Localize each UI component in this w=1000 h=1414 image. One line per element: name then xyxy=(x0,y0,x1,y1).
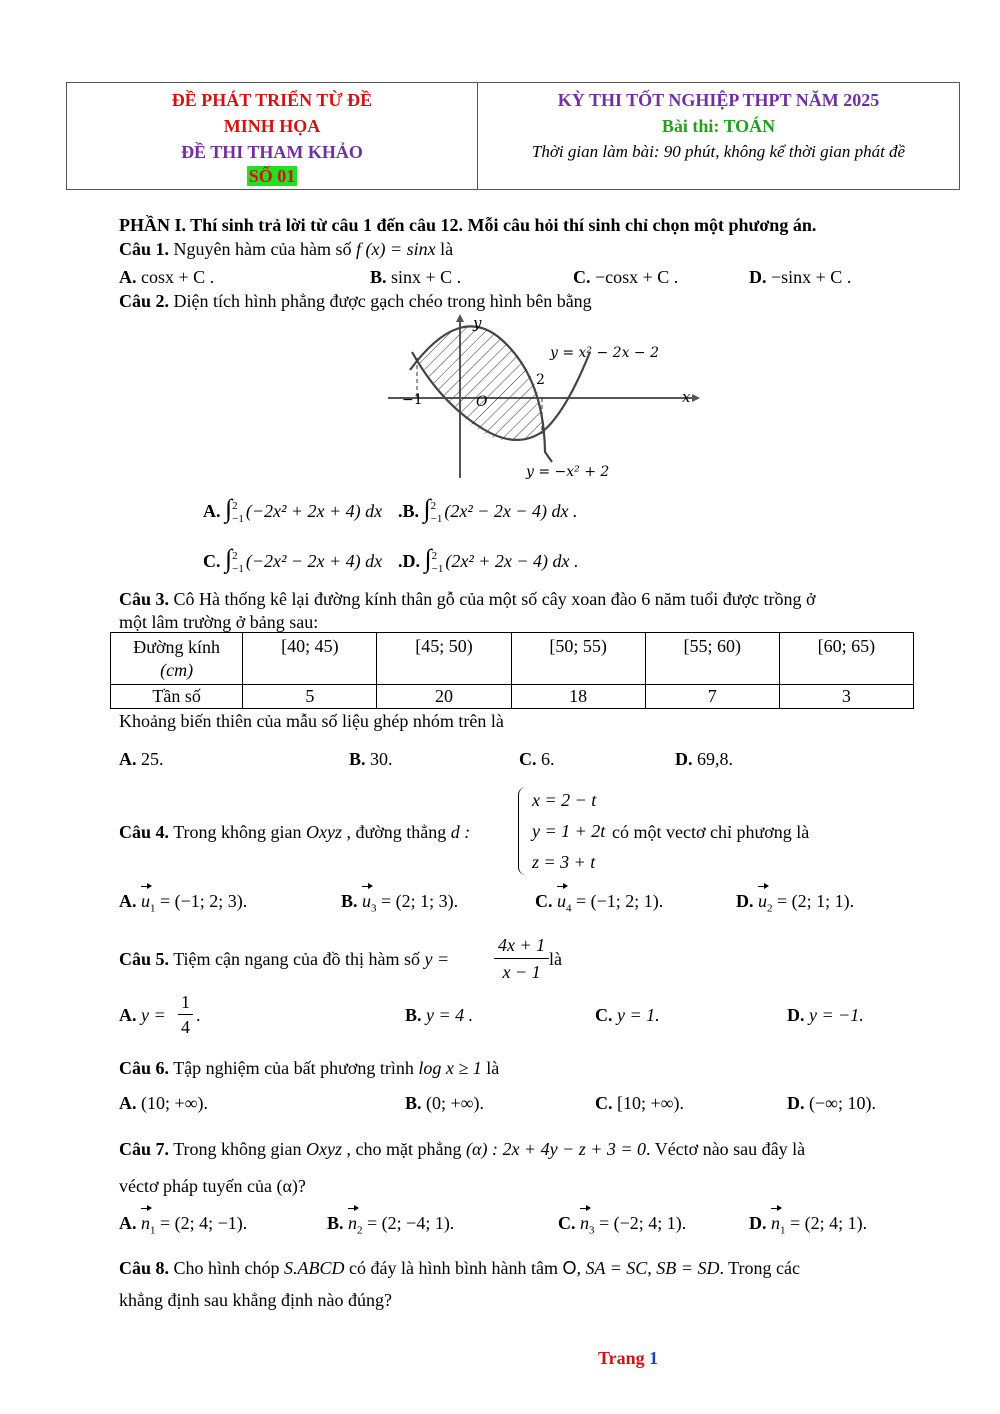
question-label: Câu 8. xyxy=(119,1258,170,1278)
q2-option-b[interactable]: .B. ∫2 −1 (2x² − 2x − 4) dx . xyxy=(398,494,578,525)
axis-y-label: y xyxy=(473,314,482,332)
q7-option-d[interactable]: D. $n_1 = (2$; 4; 1). xyxy=(749,1213,868,1237)
q1-option-d[interactable]: D. −sinx + C . xyxy=(749,267,852,287)
q4-option-b[interactable]: B. $u_3 = (2$; 1; 3). xyxy=(341,891,459,915)
q2-option-a[interactable]: A. ∫2 −1 (−2x² + 2x + 4) dx xyxy=(203,494,383,525)
q6-option-b[interactable]: B. (0; +∞). xyxy=(405,1093,484,1113)
question-text: Diện tích hình phẳng được gạch chéo trong hình bên bằng xyxy=(169,291,592,311)
math-expr: f (x) = sinx xyxy=(355,239,436,259)
curve-label-1: y = x² − 2x − 2 xyxy=(550,345,660,361)
table-cell: 18 xyxy=(511,685,645,709)
exam-number-badge: SỐ 01 xyxy=(248,166,296,186)
q1-option-a[interactable]: A. cosx + C . xyxy=(119,267,215,287)
q5-option-d[interactable]: D. y = −1. xyxy=(787,1005,864,1025)
question-3-prompt: Khoảng biến thiên của mẫu số liệu ghép nhóm trên là xyxy=(119,711,504,731)
question-5-tail: là xyxy=(549,949,562,969)
question-text: Nguyên hàm của hàm số xyxy=(169,239,356,259)
q7-option-b[interactable]: B. $n_2 = (2$; −4; 1). xyxy=(327,1213,455,1237)
question-3-cont: một lâm trường ở bảng sau: xyxy=(119,612,319,632)
tick-neg1: −1 xyxy=(402,392,423,408)
question-4: Câu 4. Trong không gian Oxyz , đường thẳng d : xyxy=(119,822,471,842)
question-label: Câu 6. xyxy=(119,1058,170,1078)
header-left-line1: ĐỀ PHÁT TRIỂN TỪ ĐỀ xyxy=(171,90,373,110)
table-row xyxy=(111,633,914,685)
system-line2: y = 1 + 2t xyxy=(532,821,606,841)
question-label: Câu 7. xyxy=(119,1139,170,1159)
table-header-cell: Tần số xyxy=(111,685,243,709)
question-text: là xyxy=(435,239,454,259)
header-right-line2: Bài thi: TOÁN xyxy=(661,116,776,136)
question-label: Câu 4. xyxy=(119,822,170,842)
q3-option-b[interactable]: B. 30. xyxy=(349,749,393,769)
question-1 xyxy=(119,237,453,261)
question-7-cont: véctơ pháp tuyến của (α)? xyxy=(119,1176,306,1196)
q4-option-d[interactable]: D. $u_2 = (2$; 1; 1). xyxy=(736,891,855,915)
table-cell: 3 xyxy=(779,685,913,709)
hatched-region xyxy=(417,327,542,441)
q1-option-c[interactable]: C. −cosx + C . xyxy=(573,267,679,287)
tick-2: 2 xyxy=(536,372,545,388)
question-3 xyxy=(119,587,815,611)
question-4-tail: có một vectơ chỉ phương là xyxy=(612,822,810,842)
question-label: Câu 5. xyxy=(119,949,170,969)
q2-option-c[interactable]: C. ∫2 −1 (−2x² − 2x + 4) dx xyxy=(203,544,383,575)
q6-option-a[interactable]: A. (10; +∞). xyxy=(119,1093,208,1113)
q7-option-a[interactable]: A. $n_1 = (2$; 4; −1). xyxy=(119,1213,248,1237)
curve-label-2: y = −x² + 2 xyxy=(526,464,610,480)
q6-option-c[interactable]: C. [10; +∞). xyxy=(595,1093,684,1113)
table-header-cell: Đường kính (cm) xyxy=(111,633,243,685)
axis-x-label: x xyxy=(682,388,691,406)
question-text: Cô Hà thống kê lại đường kính thân gỗ của một số cây xoan đào 6 năm tuổi được trồng ở xyxy=(169,589,816,609)
q2-option-d[interactable]: .D. ∫2 −1 (2x² + 2x − 4) dx . xyxy=(398,544,579,575)
q6-option-d[interactable]: D. (−∞; 10). xyxy=(787,1093,876,1113)
table-cell: 20 xyxy=(377,685,511,709)
part1-title: PHẦN I. Thí sinh trả lời từ câu 1 đến câu 12. Mỗi câu hỏi thí sinh chỉ chọn một phương án. xyxy=(119,215,817,235)
question-8: Câu 8. Cho hình chóp S.ABCD có đáy là hình bình hành tâm O, SA = SC, SB = SD. Trong các xyxy=(119,1258,800,1278)
q5-option-c[interactable]: C. y = 1. xyxy=(595,1005,660,1025)
q3-option-a[interactable]: A. 25. xyxy=(119,749,164,769)
q4-option-a[interactable]: A. $u_1 = (-1$; 2; 3). xyxy=(119,891,248,915)
q3-option-d[interactable]: D. 69,8. xyxy=(675,749,733,769)
page-footer: Trang 1 xyxy=(598,1348,659,1368)
question-label: Câu 1. xyxy=(119,239,170,259)
q5-option-b[interactable]: B. y = 4 . xyxy=(405,1005,474,1025)
table-cell: [60; 65) xyxy=(779,633,913,685)
q7-option-c[interactable]: C. $n_3 = (-2$; 4; 1). xyxy=(558,1213,687,1237)
table-row xyxy=(111,685,914,709)
header-right-line1: KỲ THI TỐT NGHIỆP THPT NĂM 2025 xyxy=(557,90,880,110)
q1-option-b[interactable]: B. sinx + C . xyxy=(370,267,462,287)
q5-fraction: 4x + 1 x − 1 xyxy=(494,932,549,985)
origin-label: O xyxy=(476,394,488,410)
frequency-table xyxy=(110,632,914,709)
q4-option-c[interactable]: C. $u_4 = (-1$; 2; 1). xyxy=(535,891,664,915)
q5-a-fraction: 1 4 xyxy=(178,990,193,1039)
header-table xyxy=(66,82,960,190)
question-2 xyxy=(119,289,592,313)
system-brace xyxy=(518,787,529,875)
q5-a-post: . xyxy=(196,1005,201,1025)
question-6: Câu 6. Tập nghiệm của bất phương trình log x ≥ 1 là xyxy=(119,1058,500,1078)
table-cell: [50; 55) xyxy=(511,633,645,685)
table-cell: [40; 45) xyxy=(243,633,377,685)
table-cell: [45; 50) xyxy=(377,633,511,685)
question-5: Câu 5. Tiệm cận ngang của đồ thị hàm số y = xyxy=(119,949,450,969)
table-cell: 5 xyxy=(243,685,377,709)
system-line1: x = 2 − t xyxy=(532,790,597,810)
table-cell: 7 xyxy=(645,685,779,709)
table-cell: [55; 60) xyxy=(645,633,779,685)
area-graph xyxy=(380,312,720,482)
header-left-line2: MINH HỌA xyxy=(223,116,321,136)
q5-option-a[interactable]: A. y = xyxy=(119,1005,166,1025)
question-7: Câu 7. Trong không gian Oxyz , cho mặt phẳng (α) : 2x + 4y − z + 3 = 0. Véctơ nào sau đây là xyxy=(119,1139,806,1159)
system-line3: z = 3 + t xyxy=(532,852,596,872)
question-label: Câu 2. xyxy=(119,291,170,311)
q3-option-c[interactable]: C. 6. xyxy=(519,749,555,769)
question-label: Câu 3. xyxy=(119,589,170,609)
header-left-line3: ĐỀ THI THAM KHẢO xyxy=(181,142,363,162)
header-right-line3: Thời gian làm bài: 90 phút, không kể thời gian phát đề xyxy=(531,142,906,161)
question-8-cont: khẳng định sau khẳng định nào đúng? xyxy=(119,1290,392,1310)
